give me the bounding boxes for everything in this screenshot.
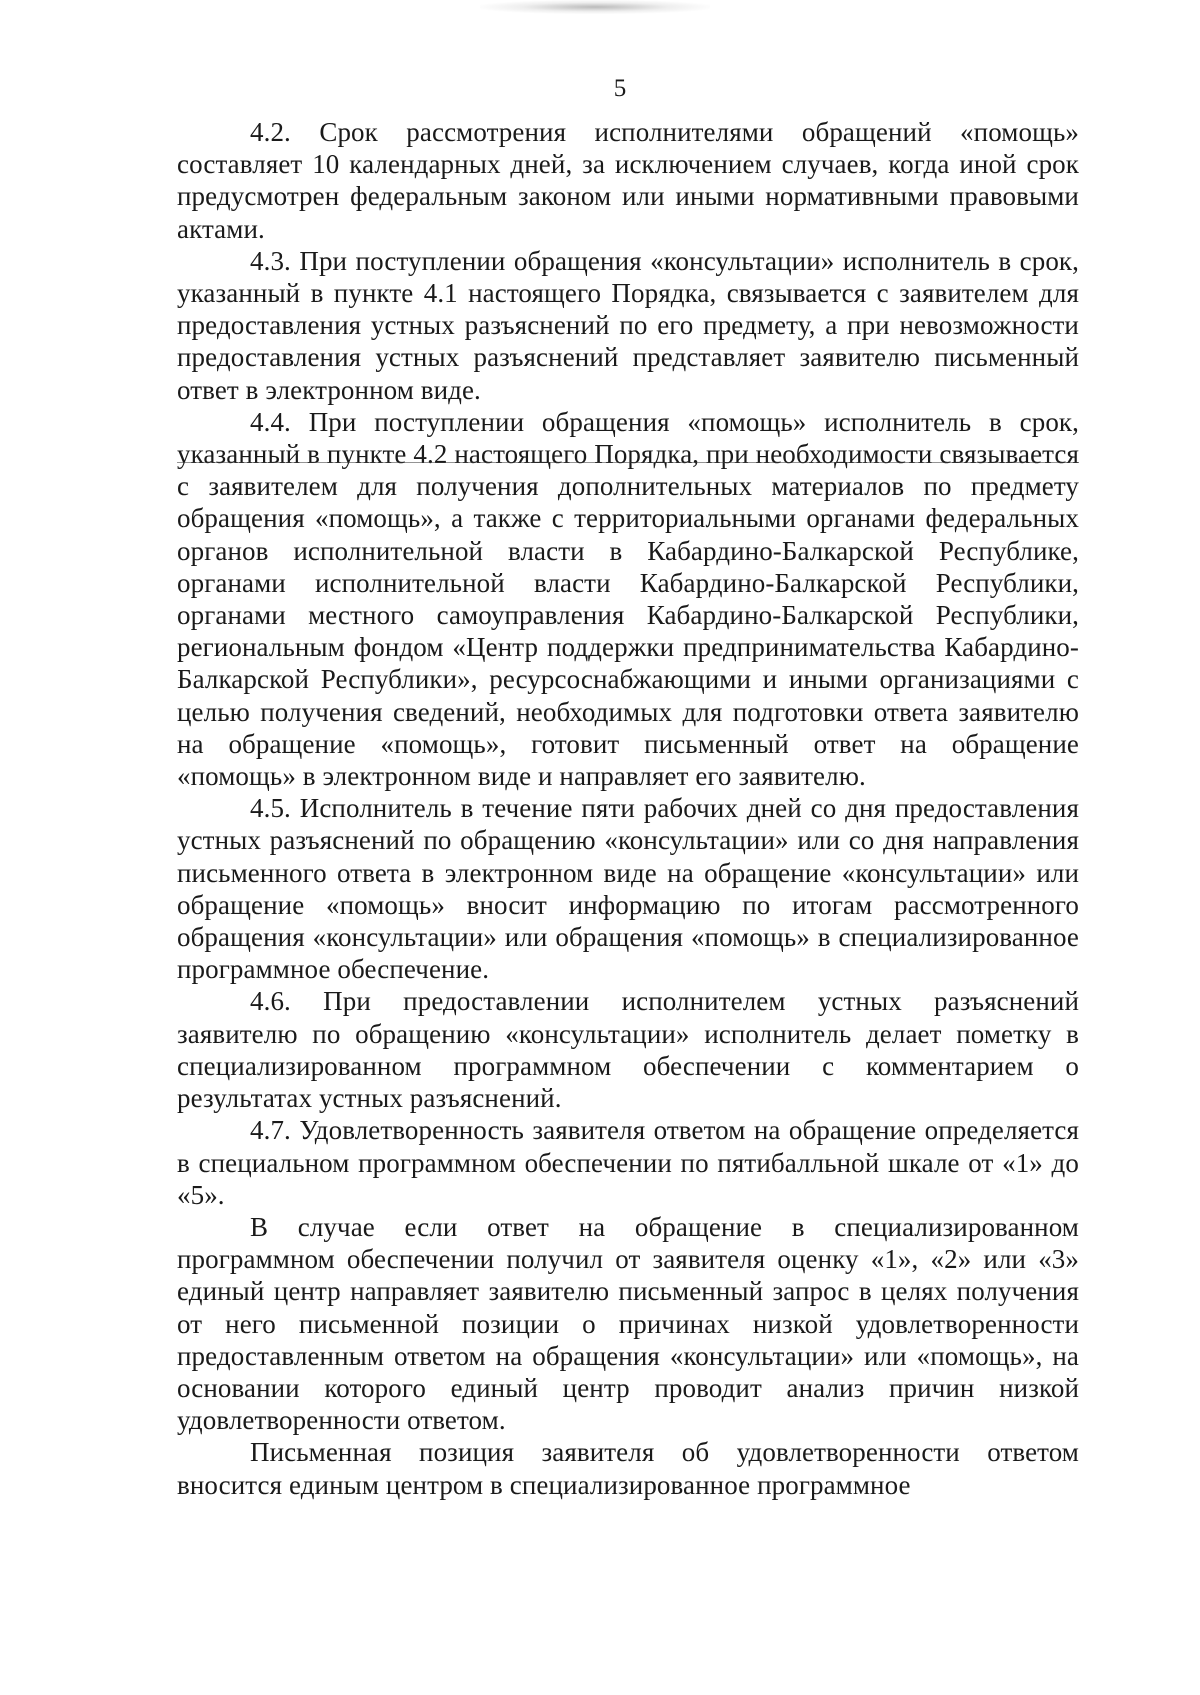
paragraph-4-5: 4.5. Исполнитель в течение пяти рабочих дней со дня предоставления устных разъяснений по обращению «консультации» или со дня направления письменного ответа в электронном виде на обращение «консультации» или обращение «помощь» вносит информацию по итогам рассмотренного обращения «консультации» или обращения «помощь» в специализированное программное обеспечение. [177, 793, 1079, 985]
scan-line-artifact [177, 462, 1079, 463]
page-number: 5 [613, 75, 627, 102]
paragraph-4-4: 4.4. При поступлении обращения «помощь» исполнитель в срок, указанный в пункте 4.2 настоящего Порядка, при необходимости связывается с заявителем для получения дополнительных материалов по предмету обращения «помощь», а также с территориальными органами федеральных органов исполнительной власти в Кабардино-Балкарской Республике, органами исполнительной власти Кабардино-Балкарской Республики, органами местного самоуправления Кабардино-Балкарской Республики, региональным фондом «Центр поддержки предпринимательства Кабардино-Балкарской Республики», ресурсоснабжающими и иными организациями с целью получения сведений, необходимых для подготовки ответа заявителю на обращение «помощь», готовит письменный ответ на обращение «помощь» в электронном виде и направляет его заявителю. [177, 406, 1079, 792]
paragraph-4-6: 4.6. При предоставлении исполнителем устных разъяснений заявителю по обращению «консультации» исполнитель делает пометку в специализированном программном обеспечении с комментарием о результатах устных разъяснений. [177, 986, 1079, 1114]
paragraph-low-rating: В случае если ответ на обращение в специализированном программном обеспечении получил от заявителя оценку «1», «2» или «3» единый центр направляет заявителю письменный запрос в целях получения от него письменной позиции о причинах низкой удовлетворенности предоставленным ответом на обращения «консультации» или «помощь», на основании которого единый центр проводит анализ причин низкой удовлетворенности ответом. [177, 1211, 1079, 1436]
scan-artifact [480, 0, 710, 14]
paragraph-4-7: 4.7. Удовлетворенность заявителя ответом на обращение определяется в специальном программном обеспечении по пятибалльной шкале от «1» до «5». [177, 1115, 1079, 1210]
paragraph-written-position: Письменная позиция заявителя об удовлетворенности ответом вносится единым центром в специализированное программное [177, 1437, 1079, 1500]
paragraph-4-2: 4.2. Срок рассмотрения исполнителями обращений «помощь» составляет 10 календарных дней, за исключением случаев, когда иной срок предусмотрен федеральным законом или иными нормативными правовыми актами. [177, 117, 1079, 244]
paragraph-4-3: 4.3. При поступлении обращения «консультации» исполнитель в срок, указанный в пункте 4.1 настоящего Порядка, связывается с заявителем для предоставления устных разъяснений по его предмету, а при невозможности предоставления устных разъяснений представляет заявителю письменный ответ в электронном виде. [177, 245, 1079, 405]
document-body [177, 116, 1079, 1501]
